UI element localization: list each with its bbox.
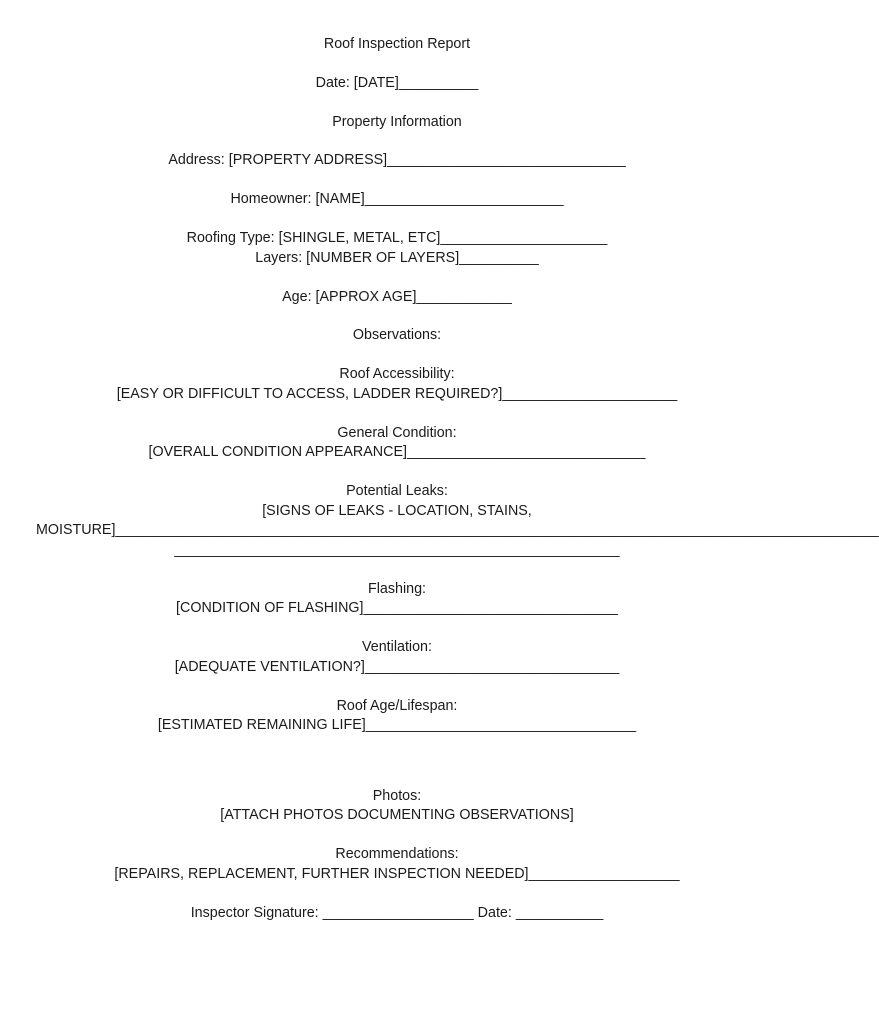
roofing-type-field: Roofing Type: [SHINGLE, METAL, ETC]_____________________ <box>186 230 608 246</box>
recommendations-field: [REPAIRS, REPLACEMENT, FURTHER INSPECTION NEEDED]___________________ <box>114 866 680 882</box>
roof-accessibility-field: [EASY OR DIFFICULT TO ACCESS, LADDER REQUIRED?]______________________ <box>116 386 678 402</box>
roof-lifespan-label: Roof Age/Lifespan: <box>336 698 458 714</box>
date-field: Date: [DATE]__________ <box>315 75 479 91</box>
roof-accessibility-label: Roof Accessibility: <box>339 366 455 382</box>
roof-lifespan-field: [ESTIMATED REMAINING LIFE]__________________________________ <box>157 717 637 733</box>
address-field: Address: [PROPERTY ADDRESS]______________________________ <box>168 152 626 168</box>
report-title: Roof Inspection Report <box>323 36 471 52</box>
general-condition-field: [OVERALL CONDITION APPEARANCE]______________________________ <box>148 444 646 460</box>
potential-leaks-label: Potential Leaks: <box>346 483 448 499</box>
inspector-signature-field: Inspector Signature: ___________________ Date: ___________ <box>190 905 604 921</box>
flashing-label: Flashing: <box>367 581 426 597</box>
potential-leaks-field-line-2: MOISTURE]________________________________________________________________________________________________ <box>36 522 879 538</box>
potential-leaks-field-line-3: ________________________________________________________ <box>174 542 620 558</box>
layers-field: Layers: [NUMBER OF LAYERS]__________ <box>255 250 539 266</box>
homeowner-field: Homeowner: [NAME]_________________________ <box>230 191 564 207</box>
flashing-field: [CONDITION OF FLASHING]________________________________ <box>176 600 618 616</box>
photos-label: Photos: <box>372 788 422 804</box>
general-condition-label: General Condition: <box>337 425 457 441</box>
age-field: Age: [APPROX AGE]____________ <box>282 289 512 305</box>
recommendations-label: Recommendations: <box>335 846 459 862</box>
ventilation-field: [ADEQUATE VENTILATION?]________________________________ <box>174 659 620 675</box>
potential-leaks-field-line-1: [SIGNS OF LEAKS - LOCATION, STAINS, <box>262 503 532 519</box>
ventilation-label: Ventilation: <box>362 639 432 655</box>
property-information-heading: Property Information <box>332 114 462 130</box>
observations-heading: Observations: <box>352 327 442 343</box>
photos-field: [ATTACH PHOTOS DOCUMENTING OBSERVATIONS] <box>220 807 574 823</box>
